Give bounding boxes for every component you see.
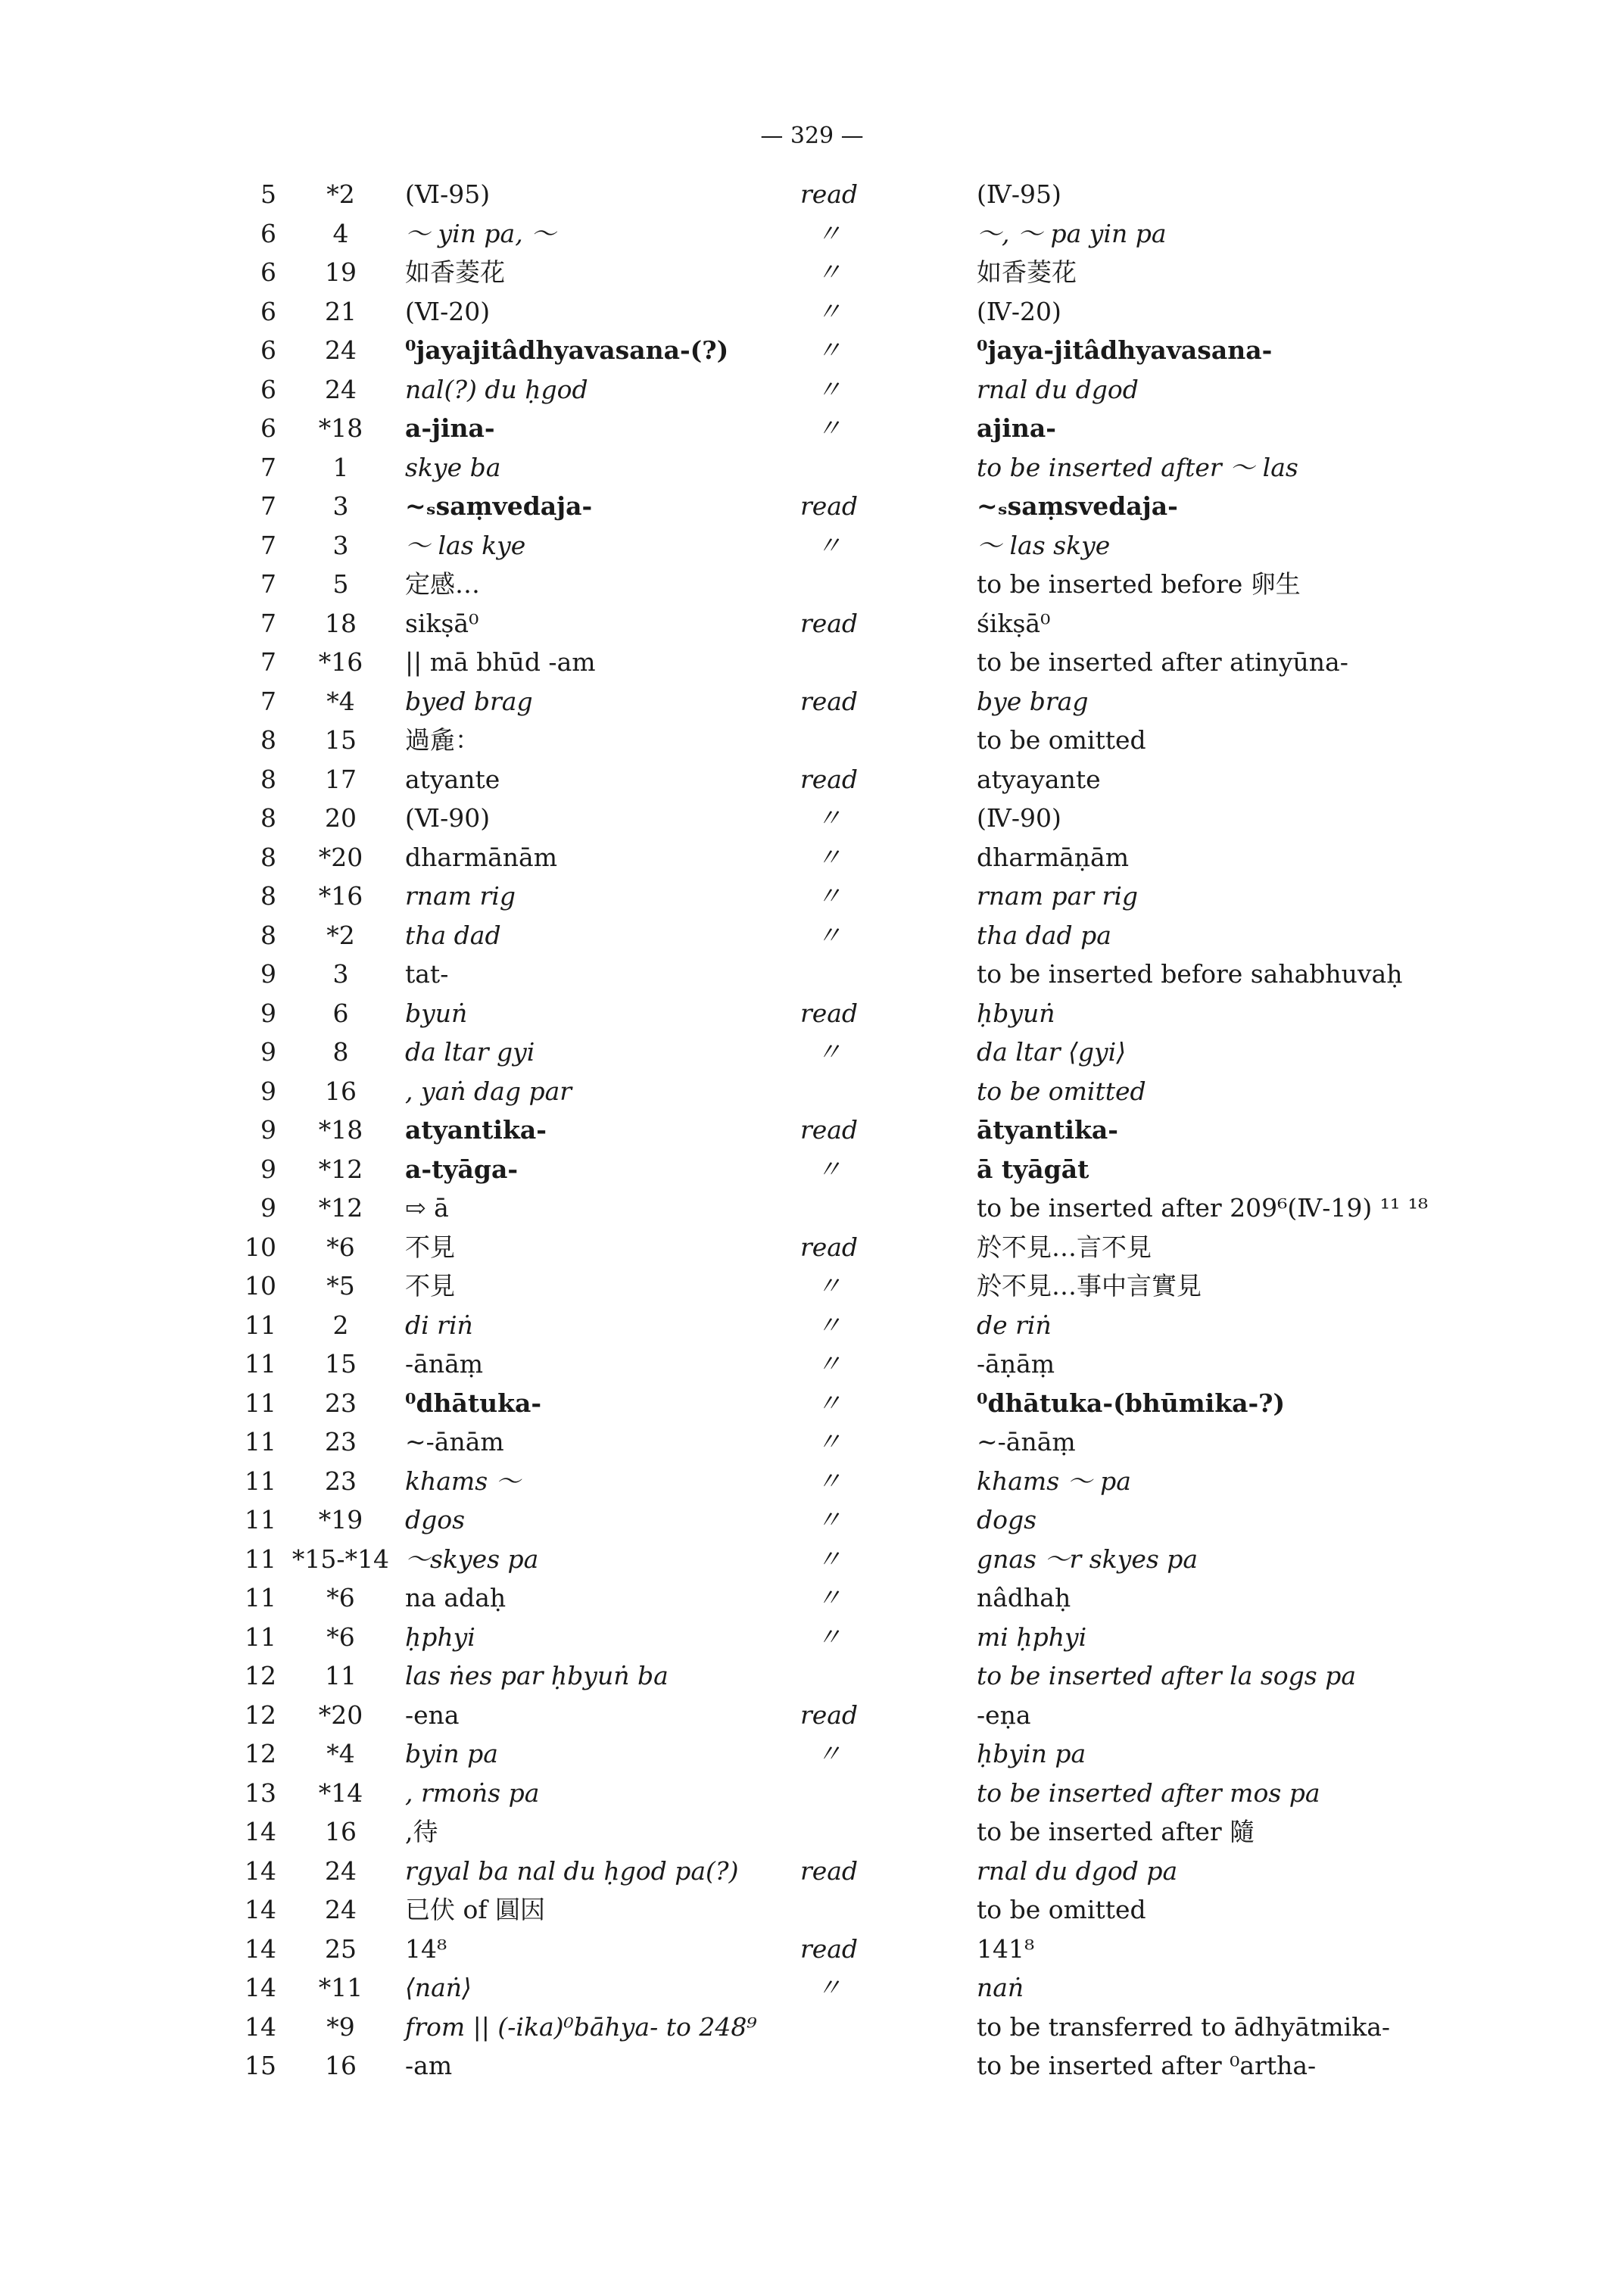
errata-line: 3: [332, 530, 349, 560]
errata-row: [0, 1852, 1624, 1890]
errata-original: 不見: [405, 1271, 455, 1301]
errata-original: 不見: [405, 1232, 455, 1262]
errata-line: *2: [326, 179, 355, 209]
errata-row: [0, 1541, 1624, 1578]
errata-line: 8: [332, 1037, 349, 1067]
errata-correction: gnas ～r skyes pa: [977, 1544, 1199, 1574]
errata-correction: -eṇa: [977, 1699, 1031, 1730]
page-number: — 329 —: [760, 123, 864, 149]
errata-row: [0, 1813, 1624, 1851]
errata-action: 〃: [816, 1739, 842, 1768]
errata-original: || mā bhūd -am: [405, 647, 596, 677]
errata-line: *5: [326, 1271, 355, 1301]
errata-action: 〃: [816, 1037, 842, 1067]
errata-correction: mi ḥphyi: [977, 1622, 1087, 1652]
errata-original: ～ yin pa, ～: [405, 218, 556, 248]
errata-correction: (Ⅳ-90): [977, 803, 1061, 833]
errata-line: 19: [325, 257, 357, 287]
errata-original: byin pa: [405, 1739, 498, 1768]
errata-row: [0, 1930, 1624, 1968]
errata-line: 24: [325, 1895, 357, 1924]
errata-line: 21: [325, 296, 357, 326]
errata-action: read: [800, 686, 859, 716]
errata-page: 11: [245, 1427, 276, 1456]
errata-original: (Ⅵ-90): [405, 803, 491, 833]
errata-page: 9: [260, 959, 276, 989]
errata-original: khams ～: [405, 1466, 521, 1496]
errata-page: 9: [260, 1037, 276, 1067]
errata-row: [0, 839, 1624, 877]
errata-row: [0, 1307, 1624, 1344]
errata-correction: de riṅ: [977, 1310, 1052, 1340]
errata-original: ⁰dhātuka-: [405, 1388, 542, 1418]
errata-original: tha dad: [405, 920, 501, 950]
errata-action: 〃: [816, 218, 842, 248]
errata-correction: ~ₛsaṃsvedaja-: [977, 491, 1178, 521]
errata-page: 6: [260, 257, 276, 287]
errata-correction: bye brag: [977, 686, 1089, 716]
errata-line: *4: [326, 686, 355, 716]
errata-correction: to be inserted after ⁰artha-: [977, 2051, 1317, 2080]
errata-original: sikṣā⁰: [405, 608, 479, 638]
errata-line: 1: [332, 452, 349, 482]
errata-page: 14: [245, 1855, 276, 1886]
errata-line: 23: [325, 1388, 357, 1418]
errata-line: 6: [332, 998, 349, 1028]
errata-action: 〃: [816, 803, 842, 833]
errata-action: 〃: [816, 1388, 842, 1418]
errata-line: *2: [326, 920, 355, 950]
errata-original: a-tyāga-: [405, 1154, 519, 1184]
errata-row: [0, 254, 1624, 291]
errata-page: 11: [245, 1310, 276, 1340]
errata-original: -ānāṃ: [405, 1349, 484, 1379]
errata-original: 定感…: [405, 569, 480, 599]
errata-original: di riṅ: [405, 1310, 473, 1340]
errata-row: [0, 371, 1624, 409]
errata-original: na adaḥ: [405, 1583, 507, 1612]
errata-action: 〃: [816, 1271, 842, 1301]
errata-action: read: [800, 1855, 859, 1886]
errata-original: ⁰jayajitâdhyavasana-(?): [405, 335, 729, 365]
errata-page: 11: [245, 1544, 276, 1574]
errata-page: 7: [260, 686, 276, 716]
errata-row: [0, 605, 1624, 643]
errata-row: [0, 1189, 1624, 1227]
errata-correction: khams ～ pa: [977, 1466, 1131, 1496]
errata-correction: (Ⅳ-20): [977, 296, 1061, 326]
errata-row: [0, 215, 1624, 253]
errata-line: *6: [326, 1583, 355, 1612]
errata-original: las ṅes par ḥbyuṅ ba: [405, 1661, 669, 1690]
errata-correction: ā tyāgāt: [977, 1154, 1089, 1184]
errata-line: 20: [325, 803, 357, 833]
errata-correction: naṅ: [977, 1973, 1024, 2002]
errata-row: [0, 1969, 1624, 2007]
errata-page: 10: [245, 1232, 276, 1262]
errata-row: [0, 721, 1624, 759]
errata-page: 9: [260, 1154, 276, 1184]
errata-original: byed brag: [405, 686, 533, 716]
errata-correction: rnal du dgod: [977, 374, 1139, 404]
errata-page: 8: [260, 881, 276, 911]
errata-row: [0, 955, 1624, 993]
errata-page: 11: [245, 1388, 276, 1418]
errata-page: 7: [260, 491, 276, 521]
errata-line: *4: [326, 1739, 355, 1768]
errata-correction: ḥbyin pa: [977, 1739, 1086, 1768]
errata-correction: to be omitted: [977, 725, 1146, 755]
errata-page: 6: [260, 335, 276, 365]
errata-page: 8: [260, 842, 276, 872]
errata-correction: to be inserted before sahabhuvaḥ: [977, 959, 1403, 989]
errata-action: 〃: [816, 1544, 842, 1574]
errata-correction: ajina-: [977, 413, 1056, 443]
errata-row: [0, 683, 1624, 721]
errata-correction: to be inserted after mos pa: [977, 1777, 1320, 1808]
errata-row: [0, 761, 1624, 799]
errata-correction: dogs: [977, 1505, 1037, 1534]
errata-action: 〃: [816, 1154, 842, 1184]
errata-correction: -āṇāṃ: [977, 1349, 1055, 1379]
errata-page: 15: [245, 2051, 276, 2080]
errata-correction: tha dad pa: [977, 920, 1111, 950]
errata-original: ~ₛsaṃvedaja-: [405, 491, 593, 521]
errata-action: 〃: [816, 881, 842, 911]
errata-action: 〃: [816, 1310, 842, 1340]
errata-action: read: [800, 1933, 859, 1964]
errata-row: [0, 1345, 1624, 1383]
errata-page: 11: [245, 1505, 276, 1534]
errata-correction: ～, ～ pa yin pa: [977, 218, 1167, 248]
errata-action: 〃: [816, 1349, 842, 1379]
errata-line: 4: [332, 218, 349, 248]
errata-action: read: [800, 1232, 859, 1262]
errata-correction: to be inserted after atinyūna-: [977, 647, 1348, 677]
errata-original: ⇨ ā: [405, 1193, 449, 1223]
errata-action: 〃: [816, 296, 842, 326]
errata-original: 過麁：: [405, 725, 480, 755]
errata-row: [0, 2047, 1624, 2085]
errata-line: *14: [318, 1777, 363, 1808]
errata-row: [0, 1579, 1624, 1617]
errata-correction: ḥbyuṅ: [977, 998, 1055, 1028]
errata-correction: 141⁸: [977, 1933, 1035, 1964]
errata-line: *16: [318, 647, 363, 677]
errata-action: 〃: [816, 413, 842, 443]
errata-line: 11: [325, 1661, 357, 1690]
errata-row: [0, 1111, 1624, 1149]
errata-original: (Ⅵ-20): [405, 296, 491, 326]
errata-correction: ātyantika-: [977, 1115, 1118, 1145]
errata-original: ~-ānām: [405, 1427, 504, 1456]
errata-correction: rnal du dgod pa: [977, 1855, 1178, 1886]
errata-action: read: [800, 1115, 859, 1145]
errata-row: [0, 293, 1624, 331]
errata-correction: śikṣā⁰: [977, 608, 1051, 638]
errata-row: [0, 1423, 1624, 1461]
errata-page: 6: [260, 413, 276, 443]
errata-page: 11: [245, 1622, 276, 1652]
errata-action: 〃: [816, 1622, 842, 1652]
errata-correction: to be inserted after la sogs pa: [977, 1661, 1357, 1690]
errata-page: 7: [260, 647, 276, 677]
errata-line: 17: [325, 764, 357, 794]
errata-original: dgos: [405, 1505, 466, 1534]
errata-line: *6: [326, 1622, 355, 1652]
errata-line: 15: [325, 1349, 357, 1379]
errata-page: 8: [260, 920, 276, 950]
errata-original: nal(?) du ḥgod: [405, 374, 588, 404]
errata-row: [0, 332, 1624, 369]
errata-page: 5: [260, 179, 276, 209]
errata-original: -am: [405, 2051, 453, 2080]
errata-page: 14: [245, 1973, 276, 2002]
errata-page: 11: [245, 1466, 276, 1496]
errata-line: *6: [326, 1232, 355, 1262]
errata-action: read: [800, 608, 859, 638]
errata-line: 18: [325, 608, 357, 638]
errata-action: read: [800, 179, 859, 209]
errata-action: 〃: [816, 842, 842, 872]
errata-line: 16: [325, 1817, 357, 1846]
errata-line: *20: [318, 842, 363, 872]
errata-page: 12: [245, 1699, 276, 1730]
errata-row: [0, 1774, 1624, 1812]
errata-line: *11: [318, 1973, 363, 2002]
errata-original: ḥphyi: [405, 1622, 475, 1652]
errata-page: 7: [260, 452, 276, 482]
errata-original: -ena: [405, 1699, 460, 1730]
errata-correction: rnam par rig: [977, 881, 1139, 911]
errata-original: rgyal ba nal du ḥgod pa(?): [405, 1855, 739, 1886]
errata-page: 7: [260, 569, 276, 599]
errata-action: 〃: [816, 1583, 842, 1612]
errata-correction: to be omitted: [977, 1895, 1146, 1924]
errata-line: 3: [332, 959, 349, 989]
errata-original: atyante: [405, 764, 500, 794]
errata-correction: to be omitted: [977, 1076, 1146, 1106]
errata-page: 7: [260, 530, 276, 560]
errata-line: 16: [325, 2051, 357, 2080]
errata-line: 25: [325, 1933, 357, 1964]
errata-action: 〃: [816, 920, 842, 950]
errata-page: 7: [260, 608, 276, 638]
errata-line: 3: [332, 491, 349, 521]
errata-page: 14: [245, 1933, 276, 1964]
errata-row: [0, 1151, 1624, 1189]
errata-correction: ⁰jaya-jitâdhyavasana-: [977, 335, 1273, 365]
errata-page: 8: [260, 803, 276, 833]
errata-line: *16: [318, 881, 363, 911]
errata-line: *12: [318, 1193, 363, 1223]
errata-row: [0, 1385, 1624, 1422]
errata-row: [0, 643, 1624, 681]
errata-row: [0, 410, 1624, 447]
errata-row: [0, 1501, 1624, 1539]
errata-page: 6: [260, 374, 276, 404]
errata-row: [0, 449, 1624, 487]
errata-correction: dharmāṇām: [977, 842, 1130, 872]
errata-line: *9: [326, 2011, 355, 2042]
errata-line: *19: [318, 1505, 363, 1534]
errata-page: 11: [245, 1583, 276, 1612]
errata-row: [0, 877, 1624, 915]
errata-correction: ～ las skye: [977, 530, 1111, 560]
errata-action: 〃: [816, 335, 842, 365]
errata-row: [0, 527, 1624, 565]
errata-page: 9: [260, 1076, 276, 1106]
errata-correction: nâdhaḥ: [977, 1583, 1071, 1612]
errata-line: *15-*14: [291, 1544, 390, 1574]
errata-line: 15: [325, 725, 357, 755]
errata-correction: to be inserted after ～ las: [977, 452, 1298, 482]
errata-original: da ltar gyi: [405, 1037, 535, 1067]
errata-original: rnam rig: [405, 881, 516, 911]
errata-original: skye ba: [405, 452, 501, 482]
errata-action: read: [800, 764, 859, 794]
errata-action: 〃: [816, 1427, 842, 1456]
errata-line: *20: [318, 1699, 363, 1730]
errata-row: [0, 565, 1624, 603]
errata-correction: atyayante: [977, 764, 1101, 794]
errata-row: [0, 488, 1624, 525]
errata-page: 14: [245, 2011, 276, 2042]
errata-correction: (Ⅳ-95): [977, 179, 1061, 209]
errata-line: 24: [325, 374, 357, 404]
errata-line: 16: [325, 1076, 357, 1106]
errata-line: *18: [318, 1115, 363, 1145]
errata-page: 8: [260, 764, 276, 794]
errata-page: 11: [245, 1349, 276, 1379]
errata-action: 〃: [816, 1466, 842, 1496]
errata-page: 9: [260, 1193, 276, 1223]
errata-correction: 於不見…事中言實見: [977, 1271, 1202, 1301]
errata-original: a-jina-: [405, 413, 495, 443]
errata-row: [0, 1696, 1624, 1734]
errata-page: 12: [245, 1739, 276, 1768]
errata-row: [0, 1229, 1624, 1266]
errata-original: 14⁸: [405, 1933, 447, 1964]
errata-correction: 如香菱花: [977, 257, 1077, 287]
errata-correction: 於不見…言不見: [977, 1232, 1152, 1262]
errata-action: 〃: [816, 530, 842, 560]
errata-page: 9: [260, 998, 276, 1028]
errata-original: dharmānām: [405, 842, 558, 872]
errata-action: 〃: [816, 1505, 842, 1534]
errata-row: [0, 799, 1624, 837]
errata-row: [0, 1267, 1624, 1305]
errata-row: [0, 1463, 1624, 1500]
errata-line: 2: [332, 1310, 349, 1340]
errata-line: 24: [325, 335, 357, 365]
errata-page: 12: [245, 1661, 276, 1690]
errata-page: 14: [245, 1895, 276, 1924]
errata-original: atyantika-: [405, 1115, 547, 1145]
errata-line: *18: [318, 413, 363, 443]
errata-page: 8: [260, 725, 276, 755]
errata-original: tat-: [405, 959, 449, 989]
errata-page: 13: [245, 1777, 276, 1808]
errata-action: 〃: [816, 257, 842, 287]
errata-page: 6: [260, 296, 276, 326]
errata-original: , rmoṅs pa: [405, 1777, 540, 1808]
errata-original: , yaṅ dag par: [405, 1076, 572, 1106]
errata-row: [0, 1891, 1624, 1929]
errata-action: read: [800, 998, 859, 1028]
errata-row: [0, 995, 1624, 1033]
errata-page: 10: [245, 1271, 276, 1301]
errata-action: 〃: [816, 1973, 842, 2002]
errata-correction: to be inserted before 卵生: [977, 569, 1301, 599]
errata-line: 23: [325, 1466, 357, 1496]
errata-row: [0, 2008, 1624, 2046]
errata-row: [0, 176, 1624, 213]
errata-line: 5: [332, 569, 349, 599]
errata-row: [0, 1073, 1624, 1111]
errata-original: ～skyes pa: [405, 1544, 539, 1574]
errata-page: 9: [260, 1115, 276, 1145]
errata-correction: to be inserted after 隨: [977, 1817, 1255, 1846]
errata-original: byuṅ: [405, 998, 468, 1028]
errata-correction: to be transferred to ādhyātmika-: [977, 2011, 1391, 2042]
errata-original: from || (-ika)⁰bāhya- to 248⁹: [405, 2011, 757, 2042]
errata-row: [0, 1657, 1624, 1695]
errata-original: (Ⅵ-95): [405, 179, 491, 209]
errata-page: 6: [260, 218, 276, 248]
errata-original: 如香菱花: [405, 257, 505, 287]
errata-original: 已伏 of 圓因: [405, 1895, 546, 1924]
errata-action: 〃: [816, 374, 842, 404]
errata-line: 24: [325, 1855, 357, 1886]
errata-row: [0, 917, 1624, 955]
errata-line: 23: [325, 1427, 357, 1456]
errata-action: read: [800, 491, 859, 521]
errata-correction: ~-ānāṃ: [977, 1427, 1076, 1456]
errata-original: ⟨naṅ⟩: [405, 1973, 472, 2002]
errata-page: 14: [245, 1817, 276, 1846]
errata-line: *12: [318, 1154, 363, 1184]
errata-original: ,待: [405, 1817, 438, 1846]
errata-row: [0, 1735, 1624, 1773]
errata-correction: ⁰dhātuka-(bhūmika-?): [977, 1388, 1286, 1418]
errata-action: read: [800, 1699, 859, 1730]
errata-original: ～ las kye: [405, 530, 526, 560]
errata-correction: to be inserted after 209⁶(Ⅳ-19) ¹¹ ¹⁸: [977, 1193, 1429, 1223]
errata-row: [0, 1033, 1624, 1071]
errata-correction: da ltar ⟨gyi⟩: [977, 1037, 1127, 1067]
errata-row: [0, 1618, 1624, 1656]
